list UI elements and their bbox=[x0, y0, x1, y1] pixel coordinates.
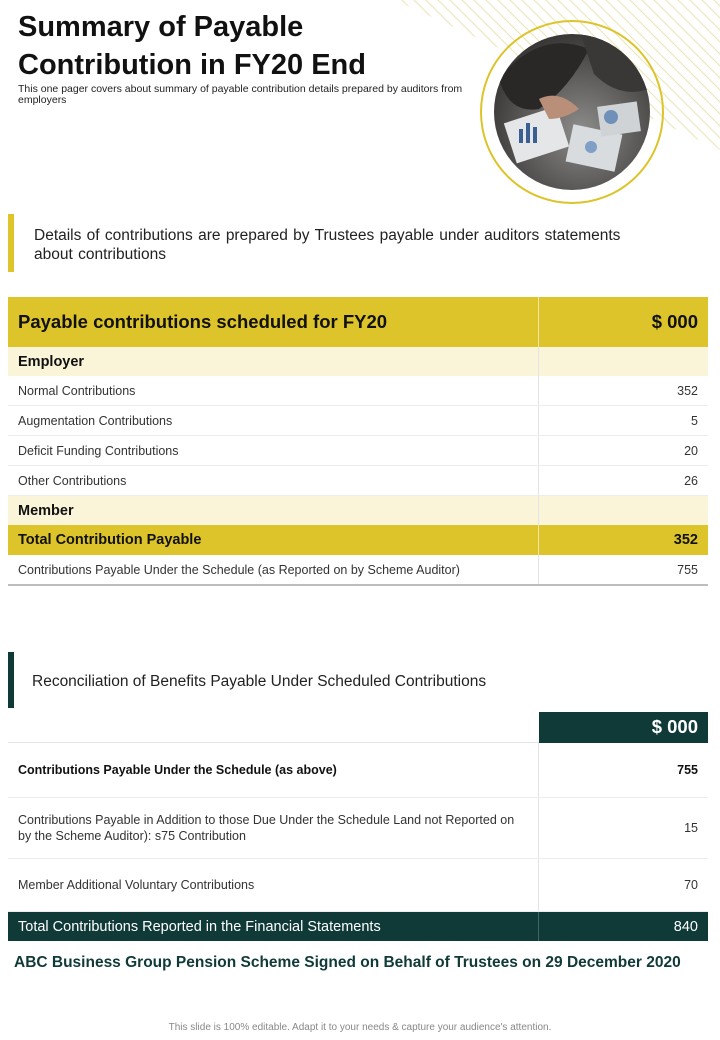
table-header-row bbox=[8, 297, 708, 347]
page-title bbox=[18, 8, 478, 84]
total-contribution-row bbox=[8, 525, 708, 555]
table-row bbox=[8, 859, 708, 912]
total-reported-row bbox=[8, 912, 708, 942]
table-header-unit: $ 000 bbox=[539, 712, 709, 743]
table-row bbox=[8, 798, 708, 859]
page-title-line2: Contribution in FY20 End bbox=[18, 49, 366, 81]
footer-note: This slide is 100% editable. Adapt it to your needs & capture your audience's attention. bbox=[168, 1022, 552, 1033]
row-label: Augmentation Contributions bbox=[8, 406, 539, 436]
total-label: Total Contribution Payable bbox=[8, 525, 539, 555]
callout-text: Reconciliation of Benefits Payable Under Scheduled Contributions bbox=[32, 673, 487, 690]
employer-label: Employer bbox=[8, 347, 539, 376]
total-value: 840 bbox=[539, 912, 709, 942]
table-header-unit: $ 000 bbox=[539, 297, 709, 347]
table-header-blank bbox=[8, 712, 539, 743]
row-value: 26 bbox=[539, 466, 709, 496]
table-row bbox=[8, 436, 708, 466]
total-label: Total Contributions Reported in the Financial Statements bbox=[8, 912, 539, 942]
row-value: 5 bbox=[539, 406, 709, 436]
row-label: Normal Contributions bbox=[8, 376, 539, 406]
row-value: 352 bbox=[539, 376, 709, 406]
table-row bbox=[8, 466, 708, 496]
schedule-value: 755 bbox=[539, 555, 709, 585]
employer-section-row bbox=[8, 347, 708, 376]
page-subtitle: This one pager covers about summary of payable contribution details prepared by auditors from employers bbox=[18, 83, 463, 106]
schedule-row bbox=[8, 555, 708, 585]
table-row bbox=[8, 376, 708, 406]
row-label: Member Additional Voluntary Contributions bbox=[8, 859, 539, 912]
callout-text: Details of contributions are prepared by Trustees payable under auditors statements about contributions bbox=[34, 227, 621, 263]
table-header-row bbox=[8, 712, 708, 743]
schedule-label: Contributions Payable Under the Schedule (as Reported on by Scheme Auditor) bbox=[8, 555, 539, 585]
reconciliation-callout bbox=[8, 652, 654, 708]
member-label: Member bbox=[8, 496, 539, 526]
signed-statement: ABC Business Group Pension Scheme Signed on Behalf of Trustees on 29 December 2020 bbox=[14, 954, 681, 971]
team-meeting-photo bbox=[479, 19, 665, 205]
row-value: 755 bbox=[539, 743, 709, 798]
contributions-details-callout bbox=[8, 214, 654, 272]
row-label: Other Contributions bbox=[8, 466, 539, 496]
member-value-cell bbox=[539, 496, 709, 526]
row-label: Contributions Payable Under the Schedule (as above) bbox=[8, 743, 539, 798]
payable-contributions-table bbox=[8, 297, 708, 586]
member-section-row bbox=[8, 496, 708, 526]
row-value: 70 bbox=[539, 859, 709, 912]
employer-value-cell bbox=[539, 347, 709, 376]
row-value: 15 bbox=[539, 798, 709, 859]
row-value: 20 bbox=[539, 436, 709, 466]
total-value: 352 bbox=[539, 525, 709, 555]
row-label: Contributions Payable in Addition to those Due Under the Schedule Land not Reported on by the Scheme Auditor): s75 Contribution bbox=[8, 798, 539, 859]
table-row bbox=[8, 406, 708, 436]
page-title-line1: Summary of Payable bbox=[18, 11, 304, 43]
table-row bbox=[8, 743, 708, 798]
row-label: Deficit Funding Contributions bbox=[8, 436, 539, 466]
table-header-label: Payable contributions scheduled for FY20 bbox=[8, 297, 539, 347]
reconciliation-table bbox=[8, 712, 708, 941]
